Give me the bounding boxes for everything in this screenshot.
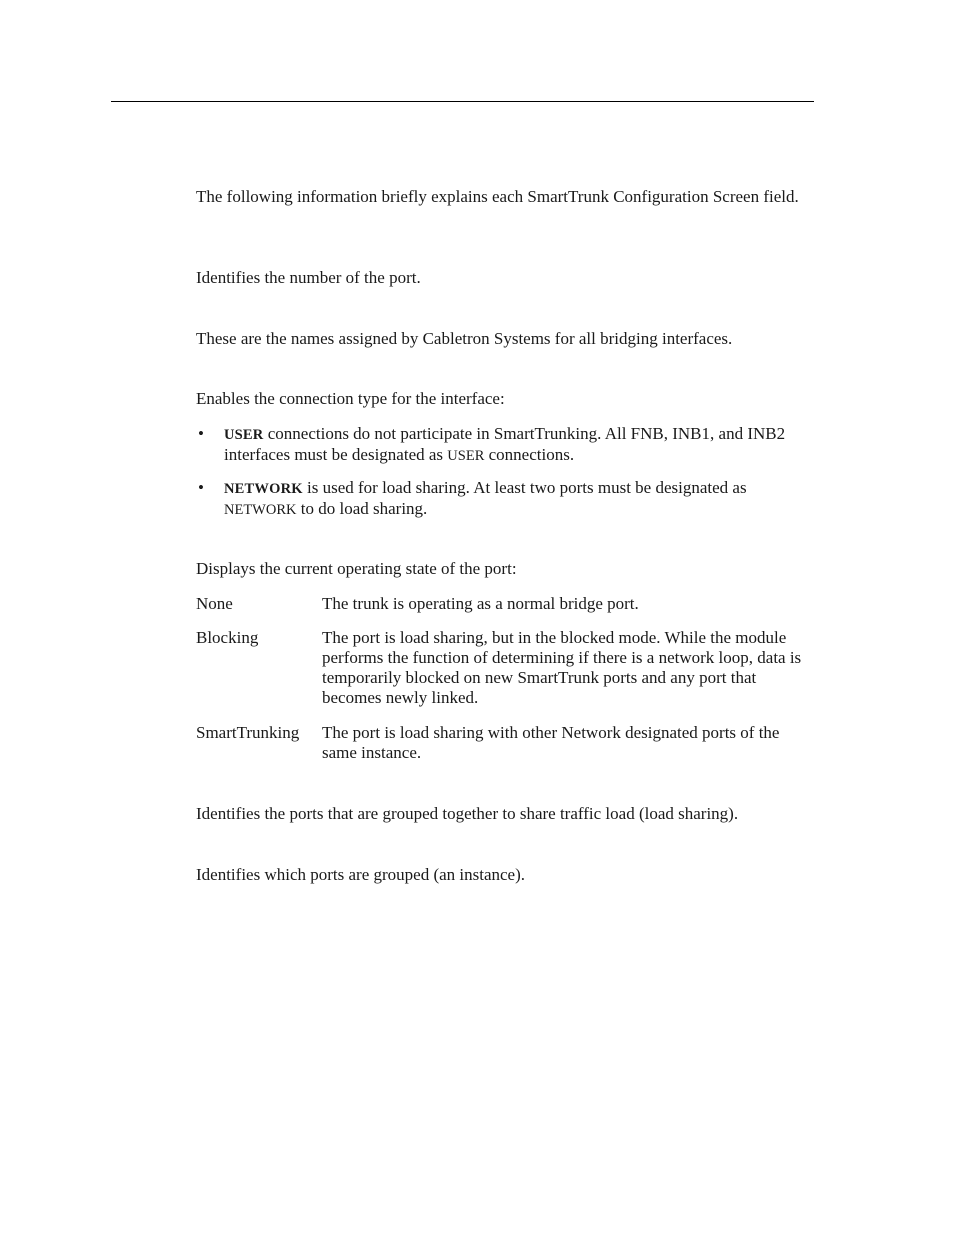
state-description: Displays the current operating state of the port: xyxy=(196,559,517,578)
load-sharing-description: Identifies the ports that are grouped together to share traffic load (load sharing). xyxy=(196,804,739,823)
bullet-user-text xyxy=(224,424,816,466)
state-def-smarttrunking: The port is load sharing with other Network designated ports of the same instance. xyxy=(322,723,780,762)
network-keyword: NETWORK xyxy=(224,481,303,497)
user-keyword: USER xyxy=(224,427,264,443)
state-term-smarttrunking: SmartTrunking xyxy=(196,723,300,742)
network-inline-keyword: NETWORK xyxy=(224,502,297,518)
user-inline-keyword: USER xyxy=(447,448,485,464)
names-description: These are the names assigned by Cabletron Systems for all bridging interfaces. xyxy=(196,329,733,348)
network-text-a: is used for load sharing. At least two ports must be designated as xyxy=(302,478,747,497)
bullet-icon: • xyxy=(198,478,204,497)
network-text-b: to do load sharing. xyxy=(296,499,428,518)
state-term-none: None xyxy=(196,594,233,613)
instance-description: Identifies which ports are grouped (an instance). xyxy=(196,865,526,884)
bullet-network-text xyxy=(224,478,816,520)
bullet-icon: • xyxy=(198,424,204,443)
state-def-blocking: The port is load sharing, but in the blocked mode. While the module performs the function of determining if there is a network loop, data is temporarily blocked on new SmartTrunk ports and any port that becomes newly linked. xyxy=(322,628,802,707)
intro-paragraph: The following information briefly explains each SmartTrunk Configuration Screen field. xyxy=(196,187,799,206)
port-description: Identifies the number of the port. xyxy=(196,268,421,287)
state-def-none: The trunk is operating as a normal bridge port. xyxy=(322,594,639,613)
type-description: Enables the connection type for the interface: xyxy=(196,389,505,408)
user-text-b: connections. xyxy=(484,445,575,464)
header-rule xyxy=(111,101,814,102)
user-text-a: connections do not participate in SmartTrunking. All FNB, INB1, and INB2 interfaces must be designated as xyxy=(224,424,786,464)
state-term-blocking: Blocking xyxy=(196,628,259,647)
